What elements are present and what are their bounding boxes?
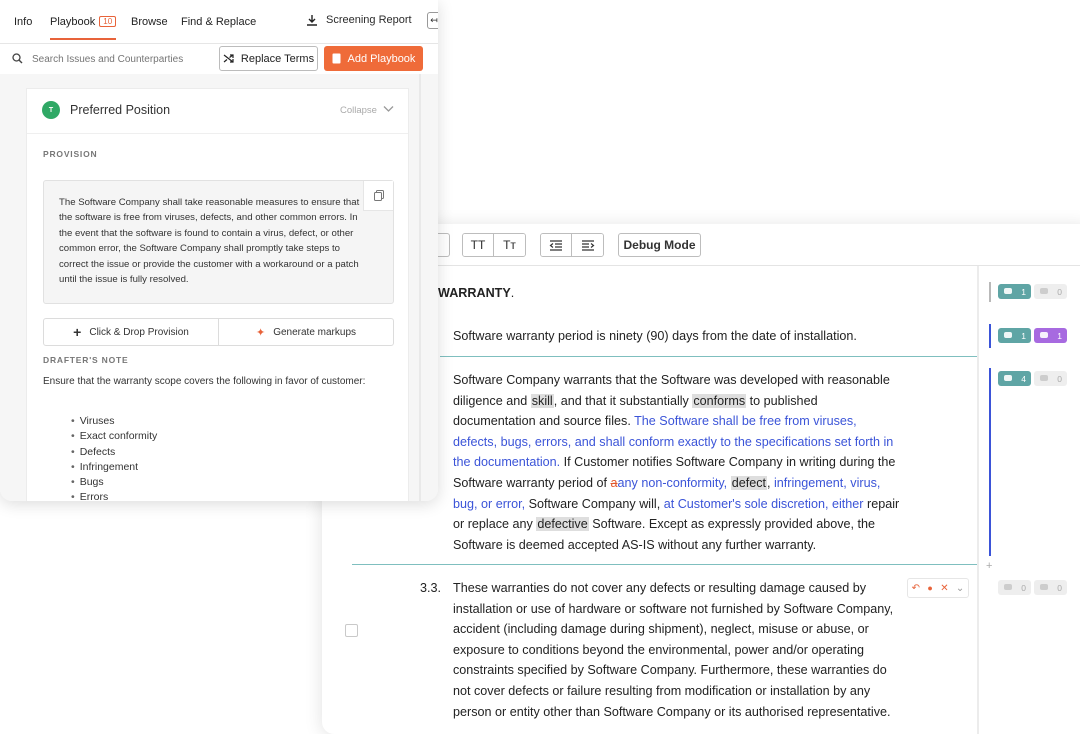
copy-icon — [374, 190, 384, 201]
highlight-term[interactable]: defective — [537, 517, 588, 532]
markup-counters — [998, 371, 1067, 386]
small-caps-button[interactable]: Tᴛ — [494, 234, 525, 256]
tab-info[interactable]: Info — [14, 16, 33, 28]
clause-row-controls — [907, 578, 969, 598]
tab-find-replace[interactable]: Find & Replace — [181, 16, 257, 28]
list-item: • Exact conformity — [71, 429, 157, 444]
change-bar — [989, 282, 991, 302]
panel-tabs — [0, 0, 438, 44]
issue-count-badge[interactable]: 4 — [998, 371, 1031, 386]
margin-divider — [977, 266, 979, 734]
preferred-position-card — [26, 88, 409, 501]
scrollbar[interactable] — [419, 74, 421, 501]
outdent-icon — [549, 239, 563, 251]
tab-browse[interactable]: Browse — [131, 16, 168, 28]
clause-warranty-exclusions[interactable]: These warranties do not cover any defects or resulting damage caused by installation or use of hardware or software not furnished by Software Company, accident (including damage during shipment), neglect, misuse or abuse, or exposure to conditions beyond the environmental, power and/or operating constraints specified by Software Company. Furthermore, these warranties do not cover defects or failure resulting from modification or installation by any person or entity other than Software Company or its authorised representative. — [453, 581, 894, 719]
drafters-note-text: Ensure that the warranty scope covers the following in favor of customer: — [43, 376, 366, 387]
sparkle-icon: ✦ — [255, 326, 266, 339]
screening-report-label: Screening Report — [326, 14, 412, 26]
drafters-note-list — [71, 414, 157, 501]
comment-count-badge[interactable]: 0 — [1034, 580, 1067, 595]
text-case-group — [462, 233, 526, 257]
shuffle-icon — [223, 53, 234, 64]
playbook-scroll-area — [0, 74, 438, 501]
plus-icon: + — [73, 324, 82, 340]
clause-divider — [352, 564, 977, 565]
generate-markups-label: Generate markups — [273, 326, 357, 338]
download-icon — [306, 14, 318, 26]
position-icon: T — [42, 101, 60, 119]
highlight-term[interactable]: conforms — [693, 393, 746, 408]
tab-playbook-label: Playbook — [50, 16, 96, 28]
inserted-text[interactable]: any non-conformity, — [617, 475, 731, 490]
card-divider — [27, 133, 408, 134]
deleted-text[interactable]: a — [610, 475, 618, 490]
clause-warranty-scope[interactable]: Software Company warrants that the Software was developed with reasonable diligence and skill, and that it substantially conforms to published documentation and source files. The Software shall be free from viruses, defects, bugs, errors, and shall conform exactly to the specifications set forth in the documentation. If Customer notifies Software Company in writing during the Software warranty period of aany non-conformity, defect, infringement, virus, bug, or error, Software Company will, at Customer's sole discretion, either repair or replace any defective Software. Except as expressly provided above, the Software is deemed accepted AS-IS without any further warranty. — [453, 373, 900, 552]
markup-counters — [998, 580, 1067, 595]
section-heading: WARRANTY. — [438, 286, 515, 300]
clause-number: 3.3. — [420, 581, 442, 595]
inserted-text[interactable]: The Software shall be free from viruses, defects, bugs, errors, and shall conform exactly to the specifications set forth in the documentation. — [453, 414, 894, 470]
debug-mode-button[interactable]: Debug Mode — [618, 233, 701, 257]
clause-divider — [440, 356, 977, 357]
highlight-term[interactable]: defect — [731, 475, 766, 490]
outdent-button[interactable] — [541, 234, 572, 256]
search-row — [0, 44, 438, 74]
list-item: • Defects — [71, 445, 157, 460]
playbook-panel — [0, 0, 438, 501]
clause-warranty-period[interactable]: Software warranty period is ninety (90) days from the date of installation. — [453, 329, 857, 343]
issue-count-badge[interactable]: 0 — [998, 580, 1031, 595]
chevron-down-icon[interactable] — [383, 105, 394, 113]
add-comment-icon[interactable]: + — [986, 560, 993, 572]
markup-counters — [998, 284, 1067, 299]
click-drop-label: Click & Drop Provision — [89, 326, 189, 338]
provision-text — [43, 180, 394, 304]
collapse-button[interactable]: Collapse — [340, 105, 377, 116]
document-icon — [332, 53, 341, 64]
inserted-text[interactable]: infringement, virus, bug, or error, — [453, 475, 881, 511]
chevron-down-icon[interactable]: ⌄ — [955, 582, 965, 594]
issue-count-badge[interactable]: 1 — [998, 328, 1031, 343]
playbook-count-badge: 10 — [99, 16, 116, 27]
collapse-panel-icon[interactable]: ↤ — [427, 12, 438, 29]
uppercase-button[interactable]: TT — [463, 234, 494, 256]
undo-icon[interactable]: ↶ — [911, 582, 921, 594]
clause-checkbox[interactable] — [345, 624, 358, 637]
search-icon — [12, 53, 23, 64]
search-input[interactable] — [32, 50, 212, 68]
list-item: • Errors — [71, 490, 157, 501]
markup-counters — [998, 328, 1067, 343]
comment-count-badge[interactable]: 0 — [1034, 371, 1067, 386]
generate-markups-button[interactable] — [219, 319, 393, 345]
provision-body: The Software Company shall take reasonable measures to ensure that the software is free from viruses, defects, and other common errors. In the event that the software is found to contain a virus, defect, or other common error, the Software Company shall promptly take steps to correct the issue or provide the customer with a workaround or a patch until the issue is fully resolved. — [59, 197, 360, 286]
click-drop-provision-button[interactable] — [44, 319, 219, 345]
lock-icon[interactable]: ● — [927, 583, 933, 593]
comment-count-badge[interactable]: 0 — [1034, 284, 1067, 299]
replace-terms-label: Replace Terms — [240, 52, 315, 65]
close-icon[interactable]: ✕ — [940, 582, 949, 594]
copy-provision-button[interactable] — [363, 181, 393, 211]
comment-count-badge[interactable]: 1 — [1034, 328, 1067, 343]
card-title: Preferred Position — [70, 103, 171, 117]
highlight-term[interactable]: skill — [531, 393, 553, 408]
provision-label: PROVISION — [43, 149, 98, 159]
issue-count-badge[interactable]: 1 — [998, 284, 1031, 299]
indent-button[interactable] — [572, 234, 603, 256]
add-playbook-label: Add Playbook — [347, 52, 416, 65]
drafters-note-label: DRAFTER'S NOTE — [43, 355, 129, 365]
inserted-text[interactable]: at Customer's sole discretion, either — [663, 496, 864, 511]
indent-group — [540, 233, 604, 257]
indent-icon — [581, 239, 595, 251]
list-item: • Viruses — [71, 414, 157, 429]
tab-playbook[interactable] — [50, 16, 116, 40]
screening-report-link[interactable] — [306, 14, 412, 26]
add-playbook-button[interactable] — [324, 46, 423, 71]
change-bar — [989, 324, 991, 348]
list-item: • Infringement — [71, 460, 157, 475]
provision-actions — [43, 318, 394, 346]
list-item: • Bugs — [71, 475, 157, 490]
change-bar — [989, 368, 991, 556]
replace-terms-button[interactable] — [219, 46, 318, 71]
